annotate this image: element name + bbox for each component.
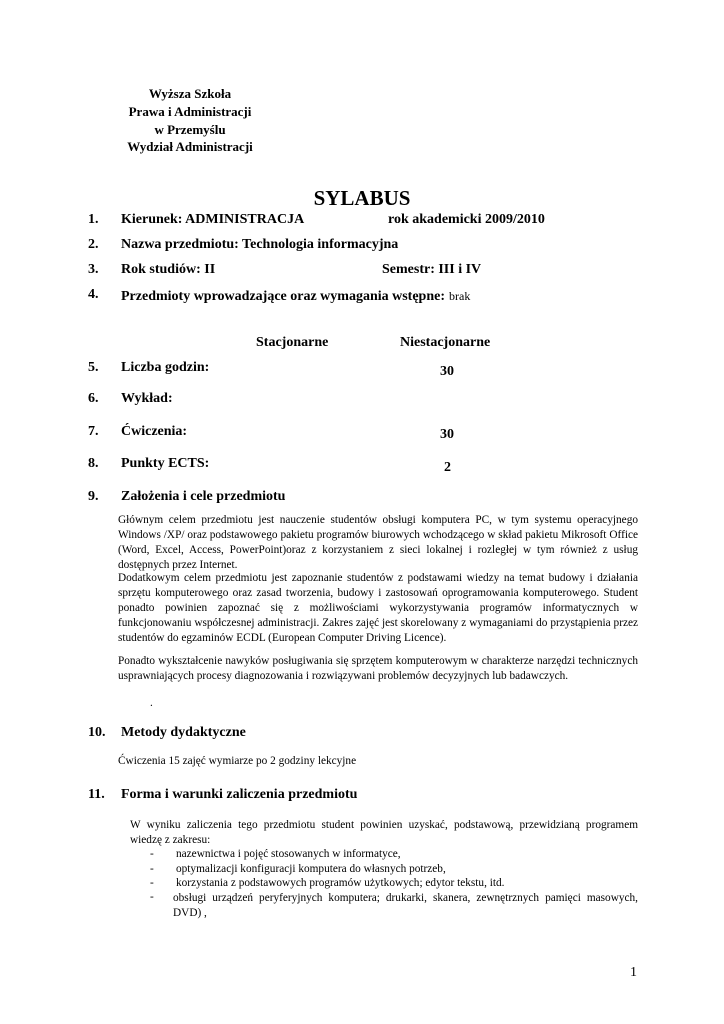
section-heading-methods: Metody dydaktyczne	[121, 725, 246, 740]
exercises-extramural-value: 30	[440, 427, 454, 442]
year-of-study: Rok studiów: II	[121, 262, 216, 277]
assessment-intro: W wyniku zaliczenia tego przedmiotu student powinien uzyskać, podstawową, przewidzianą programem wiedzę z zakresu:	[130, 819, 638, 846]
school-city: w Przemyślu	[154, 122, 226, 137]
section-heading-assessment: Forma i warunki zaliczenia przedmiotu	[121, 787, 358, 802]
column-header-stationary: Stacjonarne	[256, 335, 329, 350]
school-name-line1: Wyższa Szkoła	[148, 86, 232, 101]
bullet-marker: -	[150, 863, 154, 875]
item-number: 5.	[88, 360, 99, 375]
list-item: nazewnictwa i pojęć stosowanych w informatyce,	[176, 848, 401, 860]
section-heading-goals: Założenia i cele przedmiotu	[121, 489, 286, 504]
section-number: 10.	[88, 725, 106, 740]
item-number: 7.	[88, 424, 99, 439]
ects-extramural-value: 2	[444, 460, 451, 475]
goals-paragraph-1: Głównym celem przedmiotu jest nauczenie studentów obsługi komputera PC, w tym systemu operacyjnego Windows /XP/ oraz podstawowego pakietu programów biurowych wchodzącego w skład pakietu Mikrosoft Office (Word, Excel, Access, PowerPoint)oraz z korzystaniem z sieci lokalnej i rozległej w tym również z usług dostępnych przez Internet.	[118, 514, 638, 571]
goals-paragraph-2: Dodatkowym celem przedmiotu jest zapoznanie studentów z podstawami wiedzy na temat budowy i działania sprzętu komputerowego oraz zasad tworzenia, budowy i zastosowań oprogramowania komputerowego. Student ponadto powinien zapoznać się z możliwościami wykorzystywania programów informatycznych w funkcjonowaniu współczesnej administracji. Zakres zajęć jest skorelowany z wymaganiami do przystąpienia przez studentów do egzaminów ECDL (European Computer Driving Licence).	[118, 572, 638, 644]
lecture-label: Wykład:	[121, 391, 173, 406]
school-name-line2: Prawa i Administracji	[128, 104, 252, 119]
item-number: 8.	[88, 456, 99, 471]
item-number: 4.	[88, 287, 99, 302]
field-of-study: Kierunek: ADMINISTRACJA	[121, 212, 305, 227]
list-item: obsługi urządzeń peryferyjnych komputera; drukarki, skanera, zewnętrznych pamięci masowych, DVD) ,	[173, 892, 638, 919]
bullet-marker: -	[150, 891, 154, 903]
bullet-marker: -	[150, 877, 154, 889]
item-number: 6.	[88, 391, 99, 406]
faculty-name: Wydział Administracji	[127, 139, 253, 154]
page-number: 1	[630, 965, 637, 980]
bullet-marker: -	[150, 848, 154, 860]
prerequisites-label: Przedmioty wprowadzające oraz wymagania wstępne:	[121, 289, 446, 304]
list-item: korzystania z podstawowych programów użytkowych; edytor tekstu, itd.	[176, 877, 505, 889]
prerequisites	[121, 287, 470, 305]
page-title: SYLABUS	[313, 186, 411, 210]
ects-label: Punkty ECTS:	[121, 456, 210, 471]
item-number: 2.	[88, 237, 99, 252]
list-item: optymalizacji konfiguracji komputera do własnych potrzeb,	[176, 863, 446, 875]
item-number: 1.	[88, 212, 99, 227]
column-header-extramural: Niestacjonarne	[400, 335, 491, 350]
exercises-label: Ćwiczenia:	[121, 424, 188, 439]
goals-paragraph-3: Ponadto wykształcenie nawyków posługiwania się sprzętem komputerowym w charakterze narzędzi technicznych usprawniających procesy diagnozowania i rozwiązywani problemów decyzyjnych lub badawczych.	[118, 655, 638, 682]
academic-year: rok akademicki 2009/2010	[388, 212, 545, 227]
hours-label: Liczba godzin:	[121, 360, 210, 375]
section-number: 11.	[88, 787, 105, 802]
prerequisites-value: brak	[449, 289, 471, 303]
item-number: 3.	[88, 262, 99, 277]
hours-extramural-value: 30	[440, 364, 454, 379]
course-name: Nazwa przedmiotu: Technologia informacyjna	[121, 237, 399, 252]
semester: Semestr: III i IV	[382, 262, 482, 277]
section-number: 9.	[88, 489, 99, 504]
stray-dot: .	[150, 697, 153, 709]
methods-text: Ćwiczenia 15 zajęć wymiarze po 2 godziny lekcyjne	[118, 755, 357, 767]
